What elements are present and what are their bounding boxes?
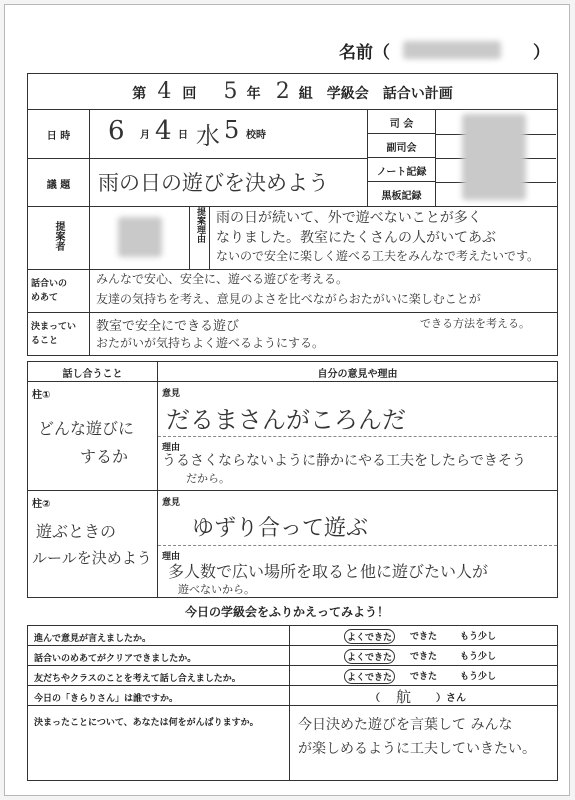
q2-choice-good: よくできた (344, 649, 395, 664)
q2-choice-more: もう少し (460, 652, 497, 662)
title-kumi: 組 学級会 話合い計画 (298, 86, 453, 102)
date-month-label: 月 (140, 130, 150, 141)
role-board-label: 黒板記録 (368, 182, 436, 206)
date-period-number: 5 (224, 116, 240, 144)
q3-choice-ok: できた (410, 672, 438, 682)
reason-line-3: ないので安全に楽しく遊べる工夫をみんなで考えたいです。 (216, 249, 540, 263)
date-month-number: 6 (108, 116, 125, 146)
pillar-1-topic-cell (28, 382, 158, 491)
title-nen: 年 (246, 86, 261, 102)
q2-choice-ok: できた (410, 652, 438, 662)
pillar-2-question-line-1: 遊ぶときの (36, 522, 117, 541)
title-class-number: 2 (275, 79, 290, 104)
reason-cell (190, 207, 558, 270)
date-period-label: 校時 (246, 130, 266, 141)
reason-label-cell: 提案理由 (190, 207, 210, 269)
name-close-paren: ） (533, 43, 550, 63)
pillar-1-opinion-label: 意見 (162, 389, 181, 399)
pillar-1-question-line-2: するか (80, 447, 129, 466)
date-value-cell (90, 110, 368, 159)
proposer-label-cell: 提案者 (28, 207, 90, 270)
reflection-q3-choices (290, 666, 558, 686)
date-day-label: 日 (178, 130, 188, 141)
decided-line-1: 教室で安全にできる遊び (96, 319, 240, 334)
pillar-2-opinion: ゆずり合って遊ぶ (192, 516, 369, 541)
reflection-q3: 友だちやクラスのことを考えて話し合えましたか。 (28, 666, 290, 686)
goal-line-3: できる方法を考える。 (420, 317, 530, 330)
reflection-title: 今日の学級会をふりかえってみよう！ (184, 605, 389, 619)
title-dai: 第 (132, 86, 147, 102)
reflection-q2: 話合いのめあてがクリアできましたか。 (28, 646, 290, 666)
pillar-2-topic-cell (28, 491, 158, 598)
kirari-close: ）さん (436, 693, 466, 704)
title-kai: 回 (182, 86, 197, 102)
proposer-redacted (118, 217, 162, 257)
name-redacted (403, 41, 501, 59)
goal-line-2: 友達の気持ちを考え、意見のよさを比べながらおたがいに楽しむことが (96, 292, 481, 306)
col-topic-header: 話し合うこと (28, 362, 158, 382)
pillar-2-opinion-cell (158, 491, 558, 598)
reflection-q1-choices (290, 626, 558, 646)
q3-choice-good: よくできた (344, 669, 395, 684)
proposer-value-cell (90, 207, 190, 270)
kirari-open: （ (370, 693, 380, 704)
pillar-1-opinion-cell (158, 382, 558, 491)
title-grade-number: 5 (223, 79, 238, 104)
plan-title-cell (28, 74, 558, 110)
title-kai-number: 4 (157, 79, 172, 104)
q1-choice-more: もう少し (460, 632, 497, 642)
worksheet-page (4, 4, 570, 796)
pillar-1-opinion: だるまさんがころんだ (166, 406, 406, 434)
pillar-2-label: 柱② (32, 499, 51, 510)
decided-value-cell (90, 313, 558, 356)
q1-choice-good: よくできた (344, 629, 395, 644)
pillar-2-opinion-label: 意見 (162, 498, 181, 508)
pillar-1-reason-line-1: うるさくならないように静かにやる工夫をしたらできそう (162, 453, 526, 469)
effort-line-2: が楽しめるように工夫していきたい。 (298, 741, 536, 757)
name-label: 名前（ (339, 43, 390, 63)
date-weekday: 水 (196, 122, 220, 150)
reflection-kirari-question: 今日の「きらりさん」は誰ですか。 (28, 686, 290, 706)
reflection-effort-answer (290, 706, 558, 781)
reflection-table (27, 625, 558, 781)
pillar-1-label: 柱① (32, 390, 51, 401)
pillar-1-question-line-1: どんな遊びに (38, 419, 135, 438)
roles-cell (368, 110, 558, 207)
pillar-1-reason-line-2: だから。 (186, 472, 230, 485)
topic-value-cell (90, 158, 368, 207)
decided-line-2: おたがいが気持ちよく遊べるようにする。 (96, 336, 325, 350)
reflection-effort-question: 決まったことについて、あなたは何をがんばりますか。 (28, 706, 290, 781)
date-day-number: 4 (155, 116, 172, 146)
goal-line-1: みんなで安心、安全に、遊べる遊びを考える。 (96, 272, 349, 286)
kirari-name: 航 (396, 688, 412, 706)
goal-value-cell (90, 270, 558, 313)
role-note-label: ノート記録 (368, 158, 436, 182)
discussion-table (27, 361, 558, 598)
roles-names-redacted (462, 114, 526, 200)
pillar-2-reason-line-1: 多人数で広い場所を取ると他に遊びたい人が (168, 562, 489, 581)
role-vice-chair-label: 副司会 (368, 134, 436, 158)
reason-line-1: 雨の日が続いて、外で遊べないことが多く (216, 210, 482, 226)
reason-line-2: なりました。教室にたくさんの人がいてあぶ (216, 230, 496, 246)
pillar-2-reason-label: 理由 (162, 552, 181, 562)
role-chair-label: 司 会 (368, 110, 436, 134)
topic-value: 雨の日の遊びを決めよう (98, 171, 329, 196)
pillar-2-reason-line-2: 遊べないから。 (178, 583, 255, 596)
q3-choice-more: もう少し (460, 672, 497, 682)
col-opinion-header: 自分の意見や理由 (158, 362, 558, 382)
date-label-cell: 日 時 (28, 110, 90, 159)
reflection-kirari-answer (290, 686, 558, 706)
plan-table (27, 73, 558, 356)
q1-choice-ok: できた (410, 632, 438, 642)
effort-line-1: 今日決めた遊びを言葉して みんな (298, 717, 513, 733)
decided-label-cell: 決まってい ること (28, 313, 90, 356)
pillar-1-reason-label: 理由 (162, 443, 181, 453)
goal-label-cell: 話合いの めあて (28, 270, 90, 313)
topic-label-cell: 議 題 (28, 158, 90, 207)
reflection-q1: 進んで意見が言えましたか。 (28, 626, 290, 646)
pillar-2-question-line-2: ルールを決めよう (32, 549, 152, 567)
reflection-q2-choices (290, 646, 558, 666)
